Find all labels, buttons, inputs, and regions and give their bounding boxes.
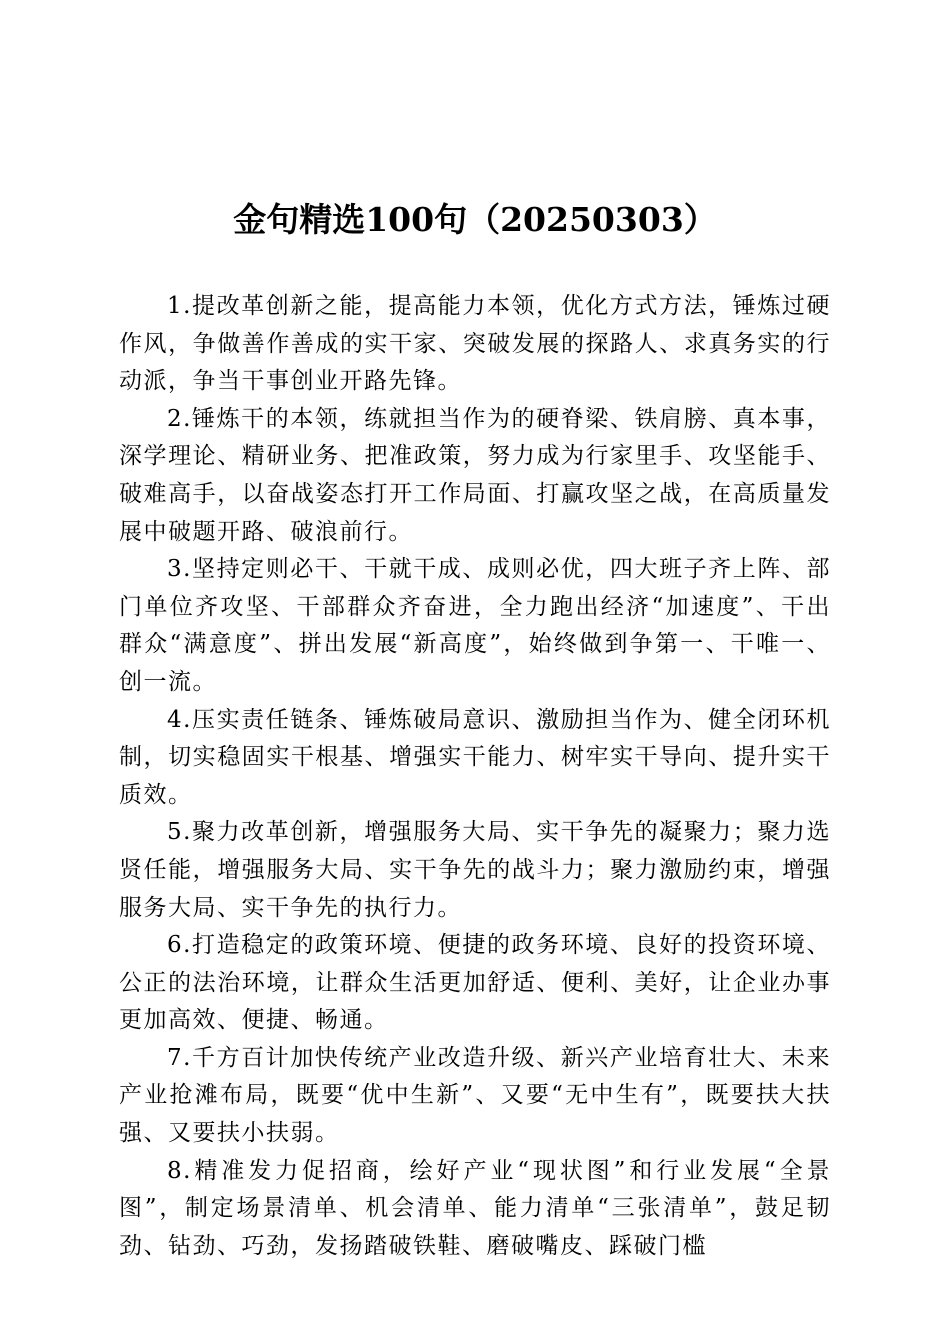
document-body <box>119 288 831 1265</box>
paragraph-6: 6.打造稳定的政策环境、便捷的政务环境、良好的投资环境、公正的法治环境，让群众生活更加舒适、便利、美好，让企业办事更加高效、便捷、畅通。 <box>119 932 831 1034</box>
paragraph-5: 5.聚力改革创新，增强服务大局、实干争先的凝聚力；聚力选贤任能，增强服务大局、实干争先的战斗力；聚力激励约束，增强服务大局、实干争先的执行力。 <box>119 819 831 921</box>
paragraph-3: 3.坚持定则必干、干就干成、成则必优，四大班子齐上阵、部门单位齐攻坚、干部群众齐奋进，全力跑出经济“加速度”、干出群众“满意度”、拼出发展“新高度”，始终做到争第一、干唯一、创一流。 <box>119 556 831 695</box>
paragraph-4: 4.压实责任链条、锤炼破局意识、激励担当作为、健全闭环机制，切实稳固实干根基、增强实干能力、树牢实干导向、提升实干质效。 <box>119 706 831 808</box>
paragraph-7: 7.千方百计加快传统产业改造升级、新兴产业培育壮大、未来产业抢滩布局，既要“优中生新”、又要“无中生有”，既要扶大扶强、又要扶小扶弱。 <box>119 1044 831 1147</box>
paragraph-1: 1.提改革创新之能，提高能力本领，优化方式方法，锤炼过硬作风，争做善作善成的实干家、突破发展的探路人、求真务实的行动派，争当干事创业开路先锋。 <box>119 293 831 395</box>
document-title: 金句精选100句（20250303） <box>233 200 717 239</box>
paragraph-8: 8.精准发力促招商，绘好产业“现状图”和行业发展“全景图”，制定场景清单、机会清单、能力清单“三张清单”，鼓足韧劲、钻劲、巧劲，发扬踏破铁鞋、磨破嘴皮、踩破门槛 <box>119 1157 831 1259</box>
paragraph-2: 2.锤炼干的本领，练就担当作为的硬脊梁、铁肩膀、真本事，深学理论、精研业务、把准政策，努力成为行家里手、攻坚能手、破难高手，以奋战姿态打开工作局面、打赢攻坚之战，在高质量发展中破题开路、破浪前行。 <box>119 405 831 545</box>
